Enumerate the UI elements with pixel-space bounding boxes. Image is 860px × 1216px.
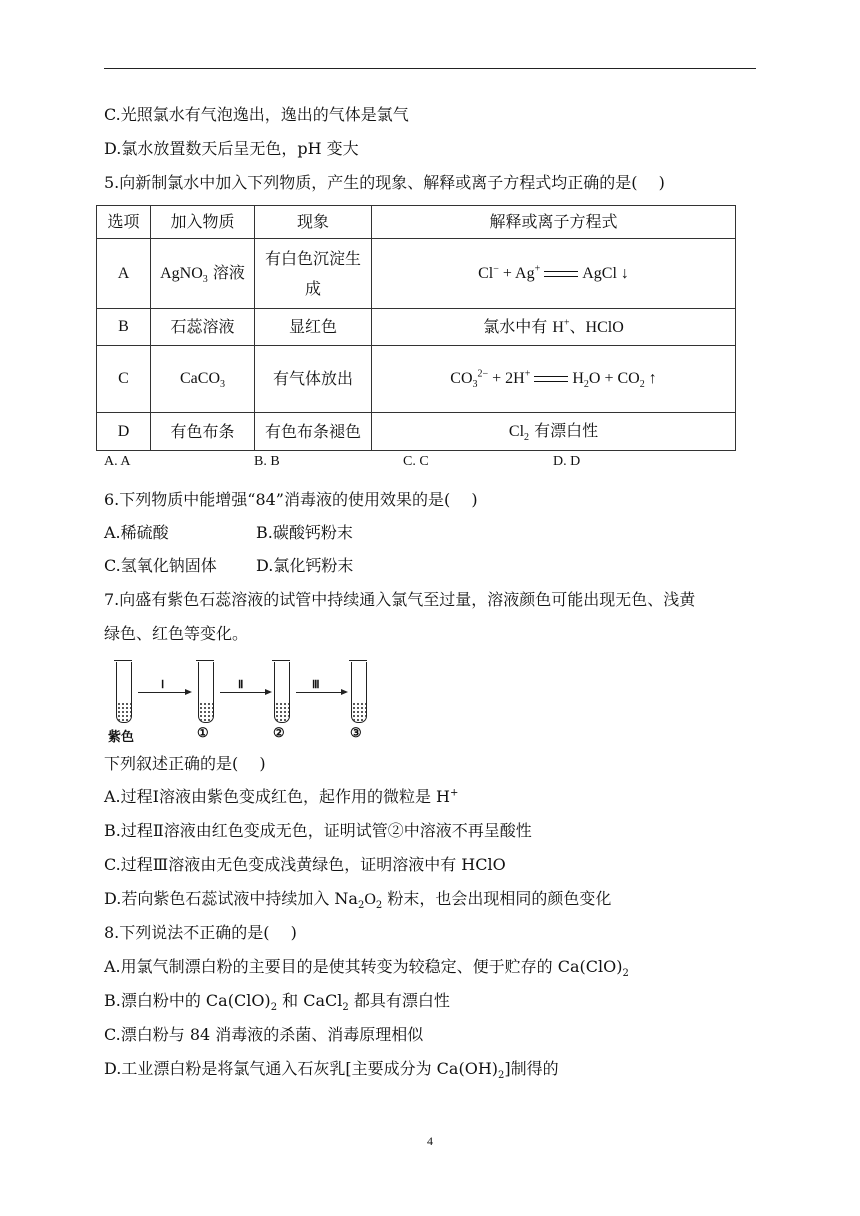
table-row xyxy=(97,346,736,413)
tube-label-2: ② xyxy=(273,726,285,741)
tube-label-purple: 紫色 xyxy=(108,730,135,745)
cell-phenomenon: 有色布条褪色 xyxy=(255,413,372,451)
cell-substance: 石蕊溶液 xyxy=(151,309,255,346)
question-5: 5.向新制氯水中加入下列物质，产生的现象、解释或离子方程式均正确的是( ) xyxy=(104,173,665,192)
process-label-2: Ⅱ xyxy=(238,679,244,691)
cell-option: C xyxy=(97,346,151,413)
cell-phenomenon: 显红色 xyxy=(255,309,372,346)
page-number: 4 xyxy=(427,1134,433,1148)
process-label-1: Ⅰ xyxy=(161,679,165,691)
answer-d: D. D xyxy=(553,454,581,469)
cell-substance: 有色布条 xyxy=(151,413,255,451)
q6-option-c: C.氢氧化钠固体 xyxy=(104,556,217,575)
q6-option-d: D.氯化钙粉末 xyxy=(256,556,354,575)
q4-option-c: C.光照氯水有气泡逸出，逸出的气体是氯气 xyxy=(104,105,409,124)
cell-option: D xyxy=(97,413,151,451)
q7-option-b: B.过程Ⅱ溶液由红色变成无色，证明试管②中溶液不再呈酸性 xyxy=(104,821,532,840)
test-tube-1 xyxy=(198,662,214,723)
q7-option-a: A.过程Ⅰ溶液由紫色变成红色，起作用的微粒是 H+ xyxy=(104,787,459,806)
col-header-option: 选项 xyxy=(97,206,151,239)
col-header-substance: 加入物质 xyxy=(151,206,255,239)
q7-option-d: D.若向紫色石蕊试液中持续加入 $Na_2O_2$ 粉末，也会出现相同的颜色变化 xyxy=(104,889,612,912)
q6-option-b: B.碳酸钙粉末 xyxy=(256,523,353,542)
col-header-explanation: 解释或离子方程式 xyxy=(372,206,736,239)
table-row xyxy=(97,239,736,309)
q8-option-c: C.漂白粉与 84 消毒液的杀菌、消毒原理相似 xyxy=(104,1025,424,1044)
q8-option-b: B.漂白粉中的 $Ca(ClO)_2$ 和 CaCl$_2$ 都具有漂白性 xyxy=(104,991,450,1014)
q6-option-a: A.稀硫酸 xyxy=(104,523,169,542)
cell-explanation: $Cl_2$ 有漂白性 xyxy=(372,413,736,451)
q7-option-c: C.过程Ⅲ溶液由无色变成浅黄绿色，证明溶液中有 HClO xyxy=(104,855,506,874)
col-header-phenomenon: 现象 xyxy=(255,206,372,239)
table-row xyxy=(97,309,736,346)
cell-substance: CaCO$_3$ xyxy=(151,346,255,413)
cell-explanation: 氯水中有 H+、HClO xyxy=(372,309,736,346)
cell-option: B xyxy=(97,309,151,346)
question-7-line-2: 绿色、红色等变化。 xyxy=(104,624,249,643)
table-header-row xyxy=(97,206,736,239)
tube-label-1: ① xyxy=(197,726,209,741)
q4-option-d: D.氯水放置数天后呈无色，pH 变大 xyxy=(104,139,359,158)
test-tube-2 xyxy=(274,662,290,723)
test-tube-3 xyxy=(351,662,367,723)
answer-b: B. B xyxy=(254,454,280,469)
answer-c: C. C xyxy=(403,454,429,469)
process-arrow-3 xyxy=(296,692,346,693)
question-8: 8.下列说法不正确的是( ) xyxy=(104,923,297,942)
q8-option-d: D.工业漂白粉是将氯气通入石灰乳[主要成分为 $Ca(OH)_2$]制得的 xyxy=(104,1059,559,1082)
cell-phenomenon: 有白色沉淀生成 xyxy=(255,239,372,309)
question-6: 6.下列物质中能增强“84”消毒液的使用效果的是( ) xyxy=(104,490,478,509)
test-tube-diagram xyxy=(108,658,380,745)
options-table xyxy=(96,205,736,451)
process-label-3: Ⅲ xyxy=(312,679,320,691)
process-arrow-2 xyxy=(220,692,270,693)
q8-option-a: A.用氯气制漂白粉的主要目的是使其转变为较稳定、便于贮存的 $Ca(ClO)_2$ xyxy=(104,957,629,980)
cell-substance: AgNO$_3$ 溶液 xyxy=(151,239,255,309)
test-tube-purple xyxy=(116,662,132,723)
cell-option: A xyxy=(97,239,151,309)
answer-a: A. A xyxy=(104,454,131,469)
cell-phenomenon: 有气体放出 xyxy=(255,346,372,413)
cell-explanation: Cl− + Ag+ AgCl ↓ xyxy=(372,239,736,309)
cell-explanation: $CO_3^{2-} + 2H^+$ $H_2O + CO_2$ ↑ xyxy=(372,346,736,413)
question-7-ask: 下列叙述正确的是( ) xyxy=(104,754,266,773)
question-7-line-1: 7.向盛有紫色石蕊溶液的试管中持续通入氯气至过量，溶液颜色可能出现无色、浅黄 xyxy=(104,590,696,609)
process-arrow-1 xyxy=(138,692,190,693)
tube-label-3: ③ xyxy=(350,726,362,741)
table-row xyxy=(97,413,736,451)
header-rule xyxy=(104,68,756,69)
